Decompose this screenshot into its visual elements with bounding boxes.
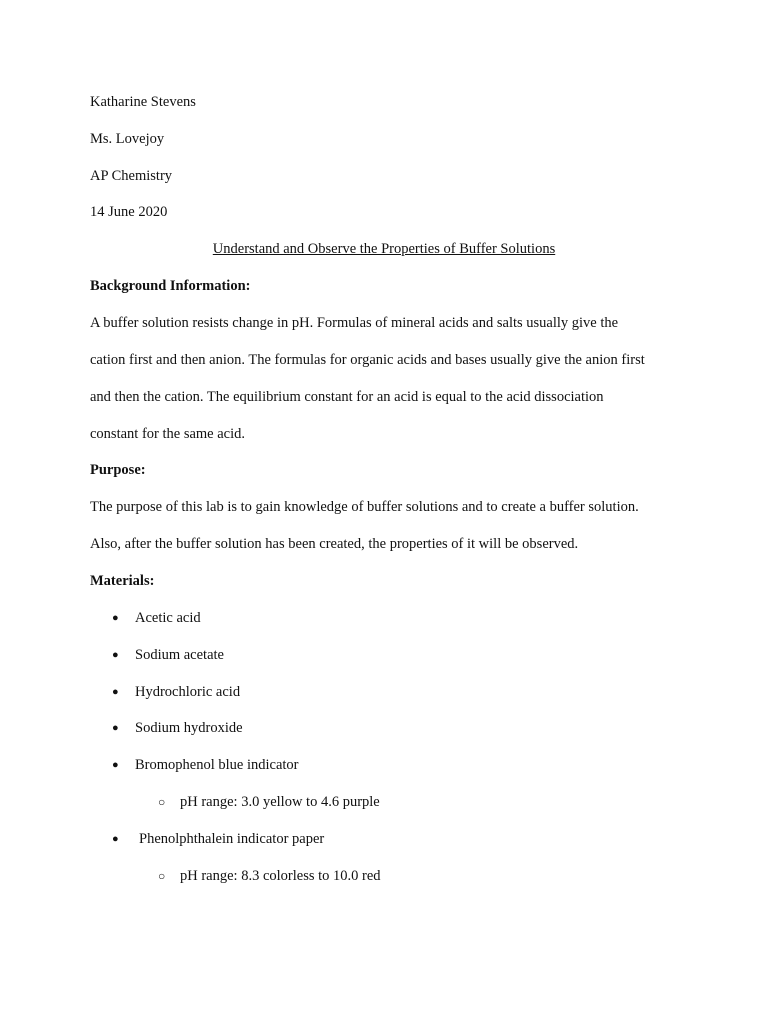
bullet-icon: ●	[112, 686, 119, 698]
background-line: A buffer solution resists change in pH. Formulas of mineral acids and salts usually give the	[90, 315, 619, 331]
student-name: Katharine Stevens	[90, 94, 196, 110]
course-name: AP Chemistry	[90, 168, 173, 184]
background-line: constant for the same acid.	[90, 426, 246, 442]
material-item: Sodium acetate	[135, 647, 224, 663]
material-sub-item: pH range: 3.0 yellow to 4.6 purple	[180, 794, 380, 810]
purpose-line: The purpose of this lab is to gain knowledge of buffer solutions and to create a buffer solution.	[90, 499, 639, 515]
bullet-icon: ●	[112, 649, 119, 661]
document-title: Understand and Observe the Properties of Buffer Solutions	[212, 241, 556, 257]
background-line: and then the cation. The equilibrium constant for an acid is equal to the acid dissociation	[90, 389, 604, 405]
bullet-icon: ●	[112, 612, 119, 624]
teacher-name: Ms. Lovejoy	[90, 131, 165, 147]
sub-bullet-icon: ○	[158, 795, 166, 809]
material-item: Hydrochloric acid	[135, 684, 241, 700]
sub-bullet-icon: ○	[158, 869, 166, 883]
material-item: Bromophenol blue indicator	[135, 757, 299, 773]
bullet-icon: ●	[112, 759, 119, 771]
bullet-icon: ●	[112, 722, 119, 734]
material-sub-item: pH range: 8.3 colorless to 10.0 red	[180, 868, 381, 884]
material-item: Sodium hydroxide	[135, 720, 243, 736]
materials-heading: Materials:	[90, 573, 155, 589]
report-date: 14 June 2020	[90, 204, 168, 220]
material-item: Phenolphthalein indicator paper	[139, 831, 325, 847]
bullet-icon: ●	[112, 833, 119, 845]
material-item: Acetic acid	[135, 610, 201, 626]
background-line: cation first and then anion. The formulas for organic acids and bases usually give the anion first	[90, 352, 645, 368]
background-heading: Background Information:	[90, 278, 251, 294]
purpose-line: Also, after the buffer solution has been created, the properties of it will be observed.	[90, 536, 579, 552]
purpose-heading: Purpose:	[90, 462, 146, 478]
